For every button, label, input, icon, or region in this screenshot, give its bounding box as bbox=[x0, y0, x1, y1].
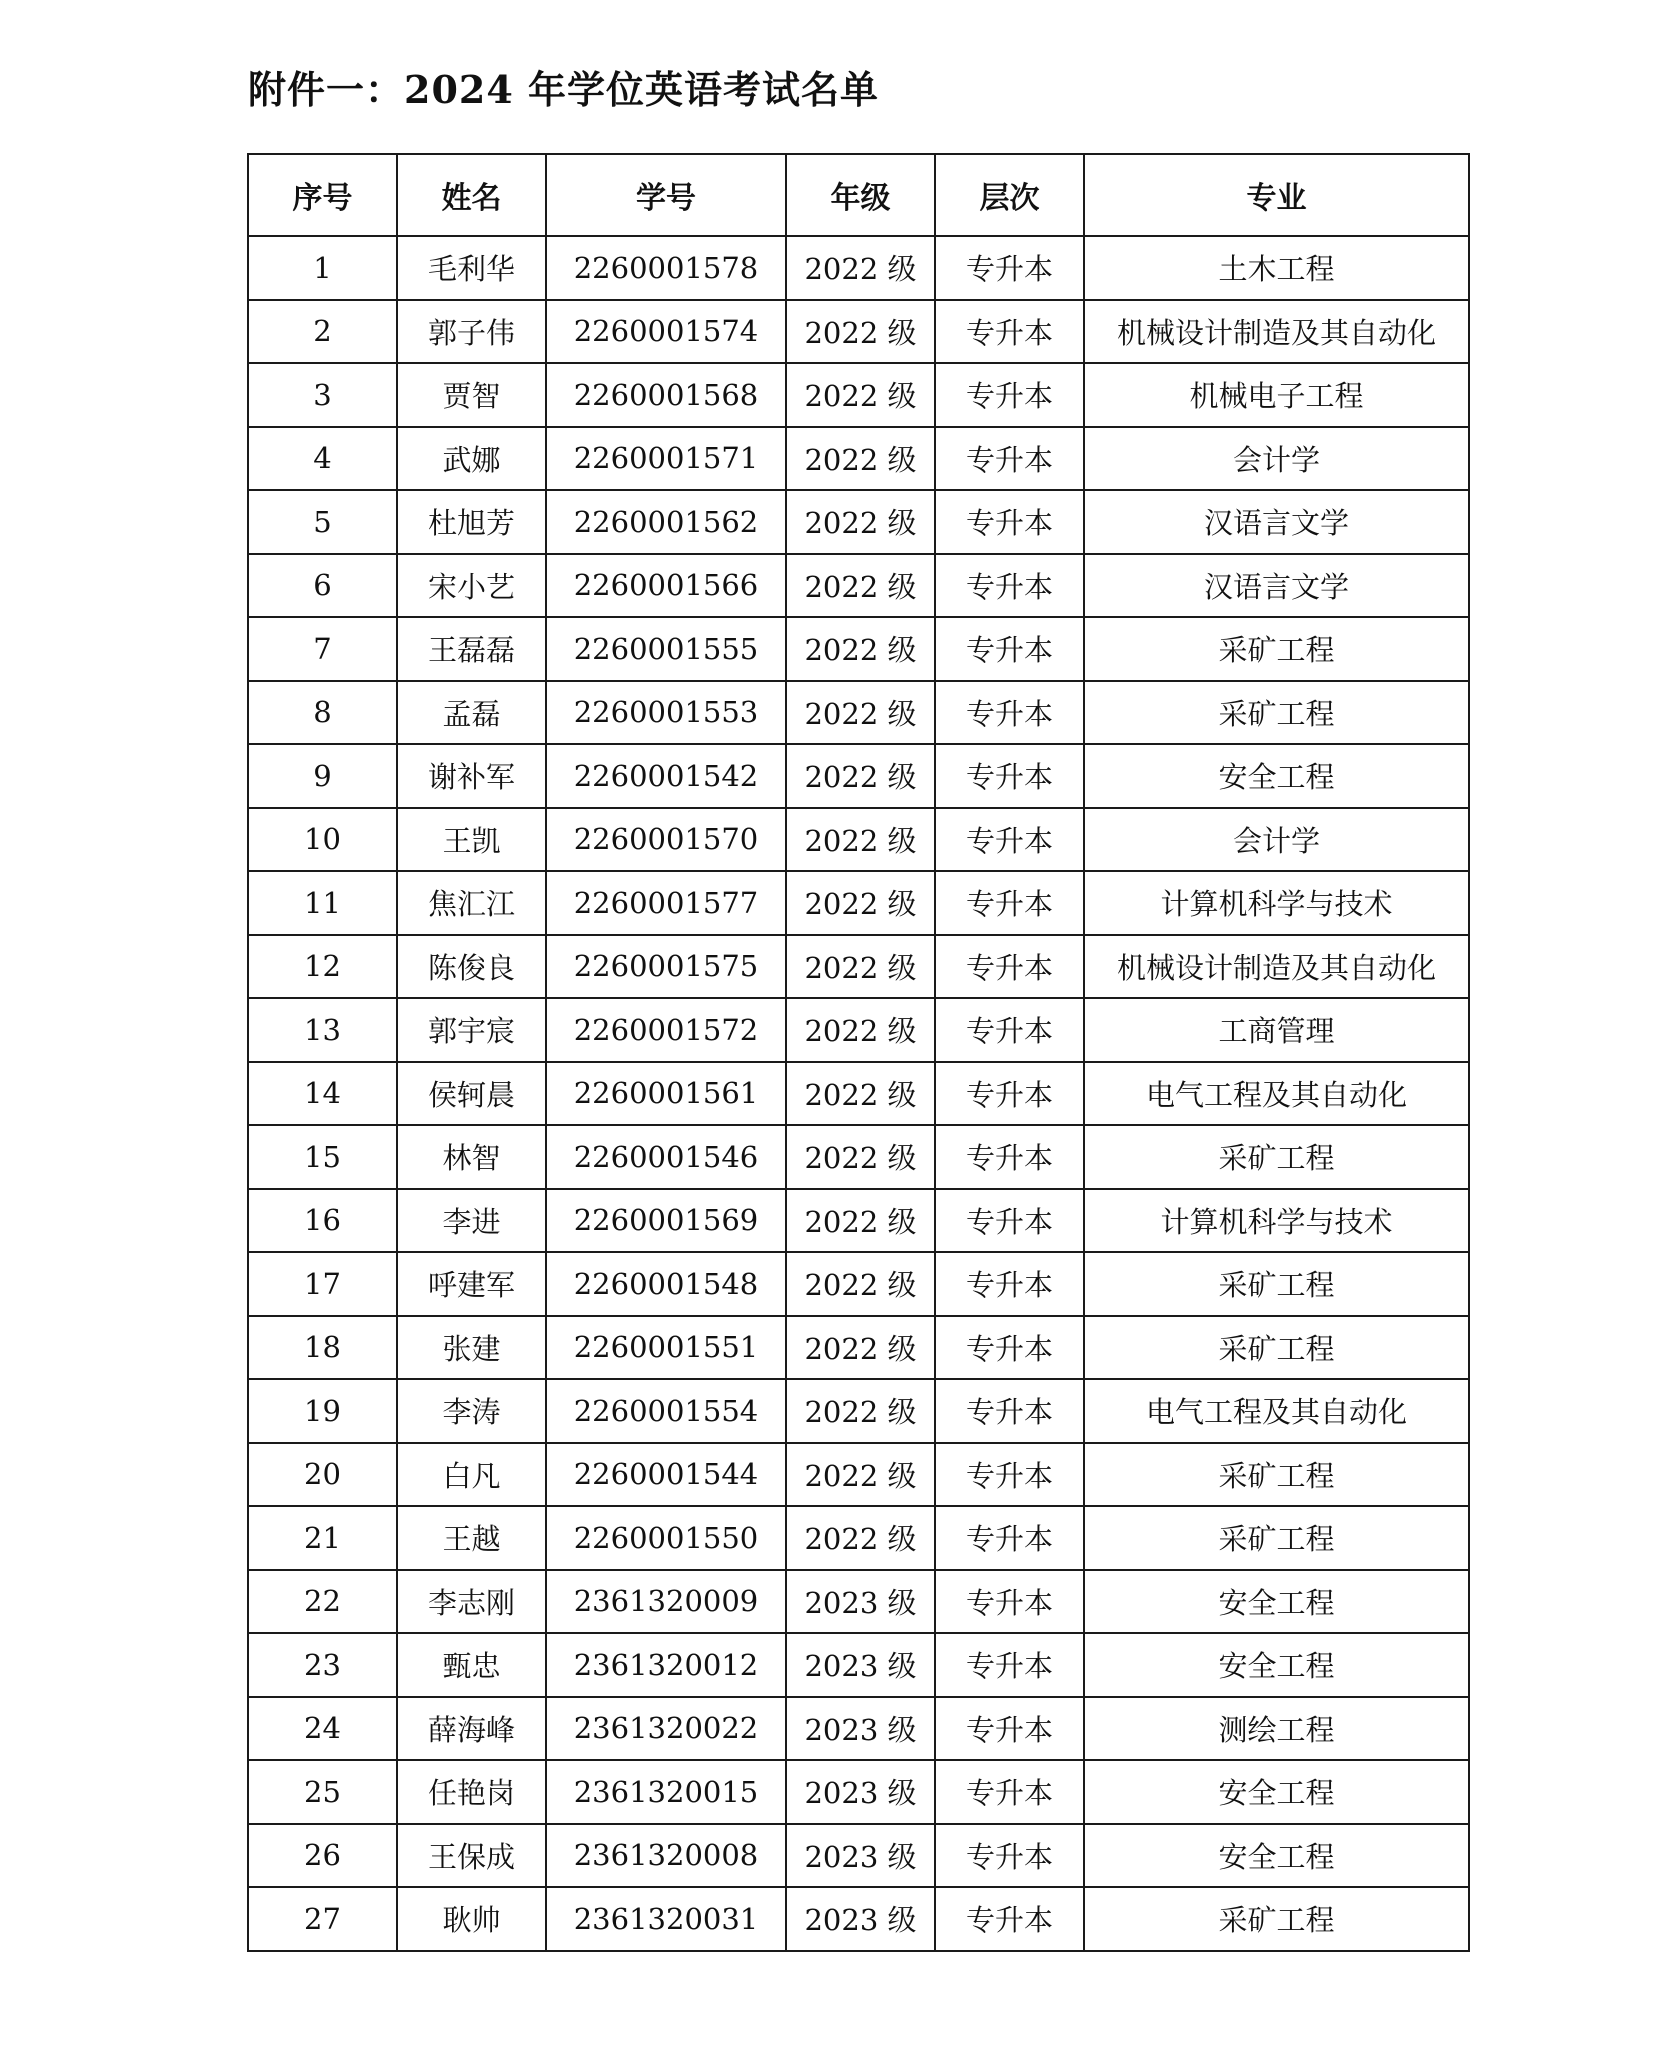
cell-grade: 2022 级 bbox=[786, 998, 935, 1062]
cell-name: 贾智 bbox=[397, 363, 546, 427]
cell-level: 专升本 bbox=[935, 1252, 1084, 1316]
cell-level: 专升本 bbox=[935, 744, 1084, 808]
cell-grade: 2022 级 bbox=[786, 1189, 935, 1253]
cell-name: 任艳岗 bbox=[397, 1760, 546, 1824]
cell-name: 林智 bbox=[397, 1125, 546, 1189]
cell-level: 专升本 bbox=[935, 617, 1084, 681]
cell-student-id: 2260001550 bbox=[546, 1506, 786, 1570]
cell-student-id: 2260001575 bbox=[546, 935, 786, 999]
cell-major: 安全工程 bbox=[1084, 1760, 1469, 1824]
cell-student-id: 2361320008 bbox=[546, 1824, 786, 1888]
cell-student-id: 2260001566 bbox=[546, 554, 786, 618]
table-row bbox=[248, 1379, 1469, 1443]
cell-name: 郭子伟 bbox=[397, 300, 546, 364]
cell-name: 杜旭芳 bbox=[397, 490, 546, 554]
cell-major: 计算机科学与技术 bbox=[1084, 1189, 1469, 1253]
cell-name: 呼建军 bbox=[397, 1252, 546, 1316]
cell-grade: 2022 级 bbox=[786, 744, 935, 808]
cell-seq: 25 bbox=[248, 1760, 397, 1824]
table-header-row bbox=[248, 154, 1469, 236]
cell-grade: 2022 级 bbox=[786, 1062, 935, 1126]
cell-major: 采矿工程 bbox=[1084, 1506, 1469, 1570]
cell-grade: 2022 级 bbox=[786, 681, 935, 745]
header-level: 层次 bbox=[935, 154, 1084, 236]
cell-seq: 18 bbox=[248, 1316, 397, 1380]
cell-level: 专升本 bbox=[935, 1062, 1084, 1126]
cell-name: 武娜 bbox=[397, 427, 546, 491]
table-body bbox=[248, 236, 1469, 1951]
table-row bbox=[248, 1062, 1469, 1126]
cell-name: 薛海峰 bbox=[397, 1697, 546, 1761]
cell-grade: 2022 级 bbox=[786, 236, 935, 300]
cell-grade: 2023 级 bbox=[786, 1697, 935, 1761]
cell-major: 电气工程及其自动化 bbox=[1084, 1062, 1469, 1126]
cell-level: 专升本 bbox=[935, 300, 1084, 364]
cell-grade: 2022 级 bbox=[786, 1443, 935, 1507]
cell-seq: 6 bbox=[248, 554, 397, 618]
header-seq: 序号 bbox=[248, 154, 397, 236]
cell-level: 专升本 bbox=[935, 808, 1084, 872]
cell-student-id: 2361320022 bbox=[546, 1697, 786, 1761]
cell-level: 专升本 bbox=[935, 1570, 1084, 1634]
table-row bbox=[248, 363, 1469, 427]
cell-level: 专升本 bbox=[935, 1125, 1084, 1189]
exam-roster-table bbox=[247, 153, 1470, 1952]
cell-level: 专升本 bbox=[935, 681, 1084, 745]
cell-student-id: 2260001571 bbox=[546, 427, 786, 491]
cell-major: 电气工程及其自动化 bbox=[1084, 1379, 1469, 1443]
cell-name: 毛利华 bbox=[397, 236, 546, 300]
cell-student-id: 2361320031 bbox=[546, 1887, 786, 1951]
cell-student-id: 2260001542 bbox=[546, 744, 786, 808]
cell-major: 采矿工程 bbox=[1084, 1252, 1469, 1316]
cell-major: 会计学 bbox=[1084, 427, 1469, 491]
cell-name: 孟磊 bbox=[397, 681, 546, 745]
cell-major: 采矿工程 bbox=[1084, 617, 1469, 681]
cell-student-id: 2260001574 bbox=[546, 300, 786, 364]
cell-level: 专升本 bbox=[935, 1506, 1084, 1570]
cell-major: 汉语言文学 bbox=[1084, 554, 1469, 618]
table-row bbox=[248, 1316, 1469, 1380]
cell-seq: 22 bbox=[248, 1570, 397, 1634]
cell-name: 李涛 bbox=[397, 1379, 546, 1443]
cell-level: 专升本 bbox=[935, 1824, 1084, 1888]
cell-level: 专升本 bbox=[935, 363, 1084, 427]
table-row bbox=[248, 1506, 1469, 1570]
cell-name: 王保成 bbox=[397, 1824, 546, 1888]
cell-major: 采矿工程 bbox=[1084, 1125, 1469, 1189]
table-row bbox=[248, 554, 1469, 618]
table-row bbox=[248, 744, 1469, 808]
cell-major: 土木工程 bbox=[1084, 236, 1469, 300]
cell-seq: 11 bbox=[248, 871, 397, 935]
table-row bbox=[248, 1633, 1469, 1697]
cell-student-id: 2260001544 bbox=[546, 1443, 786, 1507]
cell-major: 机械设计制造及其自动化 bbox=[1084, 935, 1469, 999]
table-row bbox=[248, 1824, 1469, 1888]
cell-name: 谢补军 bbox=[397, 744, 546, 808]
cell-seq: 26 bbox=[248, 1824, 397, 1888]
cell-major: 安全工程 bbox=[1084, 1824, 1469, 1888]
table-row bbox=[248, 1887, 1469, 1951]
cell-name: 耿帅 bbox=[397, 1887, 546, 1951]
cell-seq: 21 bbox=[248, 1506, 397, 1570]
cell-major: 安全工程 bbox=[1084, 744, 1469, 808]
cell-seq: 23 bbox=[248, 1633, 397, 1697]
header-major: 专业 bbox=[1084, 154, 1469, 236]
cell-seq: 4 bbox=[248, 427, 397, 491]
cell-student-id: 2260001546 bbox=[546, 1125, 786, 1189]
cell-grade: 2022 级 bbox=[786, 1506, 935, 1570]
cell-name: 张建 bbox=[397, 1316, 546, 1380]
cell-student-id: 2260001553 bbox=[546, 681, 786, 745]
table-row bbox=[248, 808, 1469, 872]
cell-student-id: 2260001561 bbox=[546, 1062, 786, 1126]
cell-student-id: 2260001555 bbox=[546, 617, 786, 681]
cell-seq: 10 bbox=[248, 808, 397, 872]
cell-grade: 2023 级 bbox=[786, 1887, 935, 1951]
cell-name: 王越 bbox=[397, 1506, 546, 1570]
cell-level: 专升本 bbox=[935, 998, 1084, 1062]
cell-level: 专升本 bbox=[935, 871, 1084, 935]
table-row bbox=[248, 871, 1469, 935]
header-grade: 年级 bbox=[786, 154, 935, 236]
header-student-id: 学号 bbox=[546, 154, 786, 236]
cell-name: 李志刚 bbox=[397, 1570, 546, 1634]
table-row bbox=[248, 236, 1469, 300]
cell-level: 专升本 bbox=[935, 554, 1084, 618]
table-row bbox=[248, 427, 1469, 491]
cell-level: 专升本 bbox=[935, 1189, 1084, 1253]
cell-major: 机械设计制造及其自动化 bbox=[1084, 300, 1469, 364]
cell-grade: 2022 级 bbox=[786, 490, 935, 554]
cell-seq: 3 bbox=[248, 363, 397, 427]
cell-major: 采矿工程 bbox=[1084, 1443, 1469, 1507]
cell-grade: 2022 级 bbox=[786, 363, 935, 427]
cell-seq: 7 bbox=[248, 617, 397, 681]
cell-grade: 2023 级 bbox=[786, 1760, 935, 1824]
cell-seq: 15 bbox=[248, 1125, 397, 1189]
cell-seq: 17 bbox=[248, 1252, 397, 1316]
cell-seq: 24 bbox=[248, 1697, 397, 1761]
cell-seq: 2 bbox=[248, 300, 397, 364]
cell-grade: 2022 级 bbox=[786, 871, 935, 935]
cell-grade: 2022 级 bbox=[786, 554, 935, 618]
cell-grade: 2022 级 bbox=[786, 427, 935, 491]
cell-student-id: 2260001551 bbox=[546, 1316, 786, 1380]
cell-major: 采矿工程 bbox=[1084, 1316, 1469, 1380]
cell-seq: 16 bbox=[248, 1189, 397, 1253]
cell-name: 郭宇宸 bbox=[397, 998, 546, 1062]
cell-name: 侯轲晨 bbox=[397, 1062, 546, 1126]
cell-student-id: 2361320009 bbox=[546, 1570, 786, 1634]
table-row bbox=[248, 1443, 1469, 1507]
cell-major: 工商管理 bbox=[1084, 998, 1469, 1062]
cell-grade: 2022 级 bbox=[786, 935, 935, 999]
cell-seq: 8 bbox=[248, 681, 397, 745]
cell-seq: 1 bbox=[248, 236, 397, 300]
cell-grade: 2023 级 bbox=[786, 1570, 935, 1634]
cell-major: 计算机科学与技术 bbox=[1084, 871, 1469, 935]
cell-student-id: 2260001562 bbox=[546, 490, 786, 554]
cell-seq: 5 bbox=[248, 490, 397, 554]
header-name: 姓名 bbox=[397, 154, 546, 236]
cell-level: 专升本 bbox=[935, 1633, 1084, 1697]
cell-name: 王磊磊 bbox=[397, 617, 546, 681]
cell-level: 专升本 bbox=[935, 1443, 1084, 1507]
cell-grade: 2022 级 bbox=[786, 1379, 935, 1443]
cell-level: 专升本 bbox=[935, 935, 1084, 999]
cell-level: 专升本 bbox=[935, 236, 1084, 300]
table-row bbox=[248, 935, 1469, 999]
table-row bbox=[248, 1189, 1469, 1253]
table-row bbox=[248, 1252, 1469, 1316]
cell-level: 专升本 bbox=[935, 490, 1084, 554]
cell-grade: 2023 级 bbox=[786, 1633, 935, 1697]
cell-name: 甄忠 bbox=[397, 1633, 546, 1697]
table-row bbox=[248, 300, 1469, 364]
cell-grade: 2022 级 bbox=[786, 1125, 935, 1189]
table-row bbox=[248, 998, 1469, 1062]
cell-grade: 2022 级 bbox=[786, 1316, 935, 1380]
cell-level: 专升本 bbox=[935, 1887, 1084, 1951]
cell-major: 汉语言文学 bbox=[1084, 490, 1469, 554]
cell-name: 王凯 bbox=[397, 808, 546, 872]
cell-level: 专升本 bbox=[935, 1697, 1084, 1761]
table-row bbox=[248, 1697, 1469, 1761]
cell-major: 安全工程 bbox=[1084, 1633, 1469, 1697]
cell-grade: 2022 级 bbox=[786, 1252, 935, 1316]
cell-major: 测绘工程 bbox=[1084, 1697, 1469, 1761]
cell-grade: 2023 级 bbox=[786, 1824, 935, 1888]
cell-student-id: 2260001554 bbox=[546, 1379, 786, 1443]
cell-name: 白凡 bbox=[397, 1443, 546, 1507]
table-row bbox=[248, 1125, 1469, 1189]
cell-student-id: 2260001578 bbox=[546, 236, 786, 300]
cell-level: 专升本 bbox=[935, 1316, 1084, 1380]
cell-name: 宋小艺 bbox=[397, 554, 546, 618]
cell-grade: 2022 级 bbox=[786, 808, 935, 872]
table-row bbox=[248, 490, 1469, 554]
cell-student-id: 2260001569 bbox=[546, 1189, 786, 1253]
cell-name: 陈俊良 bbox=[397, 935, 546, 999]
cell-level: 专升本 bbox=[935, 1760, 1084, 1824]
cell-student-id: 2260001572 bbox=[546, 998, 786, 1062]
cell-name: 焦汇江 bbox=[397, 871, 546, 935]
cell-student-id: 2260001570 bbox=[546, 808, 786, 872]
cell-grade: 2022 级 bbox=[786, 617, 935, 681]
table-row bbox=[248, 617, 1469, 681]
cell-name: 李进 bbox=[397, 1189, 546, 1253]
cell-student-id: 2260001548 bbox=[546, 1252, 786, 1316]
document-title: 附件一：2024 年学位英语考试名单 bbox=[248, 67, 879, 112]
cell-level: 专升本 bbox=[935, 427, 1084, 491]
cell-student-id: 2260001577 bbox=[546, 871, 786, 935]
cell-student-id: 2260001568 bbox=[546, 363, 786, 427]
cell-major: 采矿工程 bbox=[1084, 1887, 1469, 1951]
cell-seq: 12 bbox=[248, 935, 397, 999]
cell-seq: 14 bbox=[248, 1062, 397, 1126]
cell-major: 采矿工程 bbox=[1084, 681, 1469, 745]
cell-seq: 20 bbox=[248, 1443, 397, 1507]
cell-grade: 2022 级 bbox=[786, 300, 935, 364]
cell-level: 专升本 bbox=[935, 1379, 1084, 1443]
cell-major: 会计学 bbox=[1084, 808, 1469, 872]
table-row bbox=[248, 681, 1469, 745]
cell-seq: 27 bbox=[248, 1887, 397, 1951]
cell-student-id: 2361320012 bbox=[546, 1633, 786, 1697]
cell-student-id: 2361320015 bbox=[546, 1760, 786, 1824]
cell-major: 机械电子工程 bbox=[1084, 363, 1469, 427]
table-row bbox=[248, 1570, 1469, 1634]
cell-seq: 13 bbox=[248, 998, 397, 1062]
table-row bbox=[248, 1760, 1469, 1824]
cell-major: 安全工程 bbox=[1084, 1570, 1469, 1634]
cell-seq: 9 bbox=[248, 744, 397, 808]
cell-seq: 19 bbox=[248, 1379, 397, 1443]
